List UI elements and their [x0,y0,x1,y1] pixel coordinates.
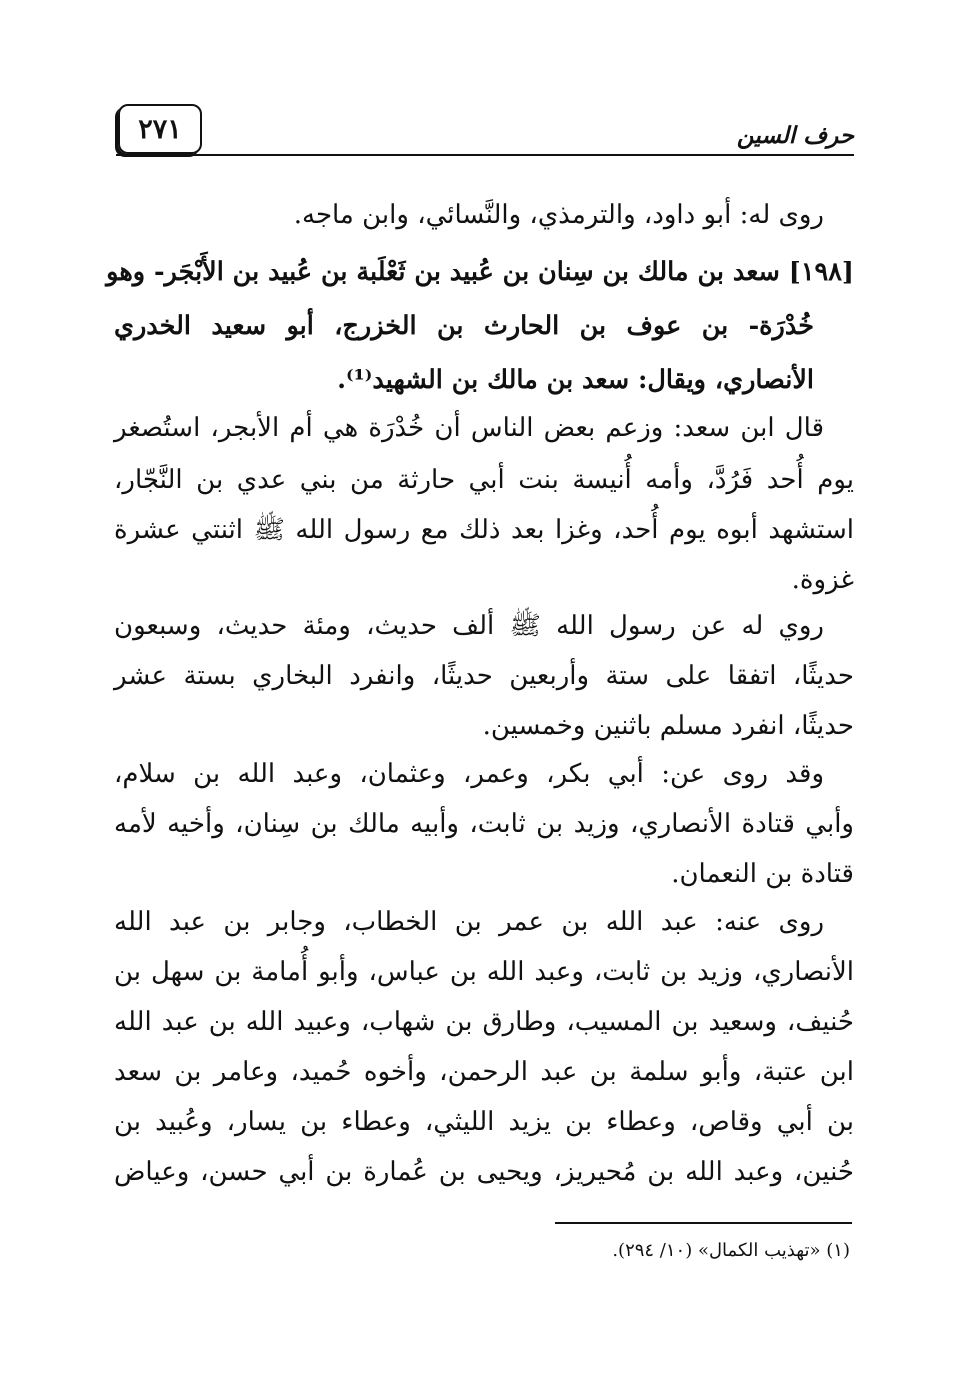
header-rule [116,154,854,156]
text-line: قال ابن سعد: وزعم بعض الناس أن خُدْرَة هي أم الأبجر، استُصغر [114,413,824,443]
text-line: روى عنه: عبد الله بن عمر بن الخطاب، وجابر بن عبد الله [114,907,824,937]
text-line: الأنصاري، وزيد بن ثابت، وعبد الله بن عباس، وأبو أُمامة بن سهل بن [114,957,854,987]
text-line: وأبي قتادة الأنصاري، وزيد بن ثابت، وأبيه مالك بن سِنان، وأخيه لأمه [114,809,854,839]
text-line: حديثًا، اتفقا على ستة وأربعين حديثًا، وانفرد البخاري بستة عشر [114,661,854,691]
text-line: حديثًا، انفرد مسلم باثنين وخمسين. [482,711,854,741]
entry-heading-line: [١٩٨] سعد بن مالك بن سِنان بن عُبيد بن ثَعْلَبة بن عُبيد بن الأَبْجَر- وهو [106,257,854,287]
footnote: (١) «تهذيب الكمال» (١٠/ ٢٩٤). [612,1240,850,1261]
entry-heading-line: الأنصاري، ويقال: سعد بن مالك بن الشهيد⁽¹⁾. [337,365,814,395]
entry-heading-line: خُدْرَة- بن عوف بن الحارث بن الخزرج، أبو سعيد الخدري [114,311,814,341]
text-line: حُنيف، وسعيد بن المسيب، وطارق بن شهاب، وعبيد الله بن عبد الله [114,1007,854,1037]
text-line: غزوة. [791,565,854,595]
text-line: حُنين، وعبد الله بن مُحيريز، ويحيى بن عُمارة بن أبي حسن، وعياض [114,1157,854,1187]
running-header-title: حرف السين [736,122,854,149]
text-line: قتادة بن النعمان. [671,859,854,889]
text-line: ابن عتبة، وأبو سلمة بن عبد الرحمن، وأخوه حُميد، وعامر بن سعد [114,1057,854,1087]
text-line: روى له: أبو داود، والترمذي، والنَّسائي، وابن ماجه. [293,200,824,230]
page-number-box [118,104,202,154]
footnote-rule [555,1222,852,1224]
text-line: بن أبي وقاص، وعطاء بن يزيد الليثي، وعطاء بن يسار، وعُبيد بن [114,1107,854,1137]
text-line: روي له عن رسول الله ﷺ ألف حديث، ومئة حديث، وسبعون [114,611,824,641]
text-line: استشهد أبوه يوم أُحد، وغزا بعد ذلك مع رسول الله ﷺ اثنتي عشرة [114,515,854,545]
text-line: وقد روى عن: أبي بكر، وعمر، وعثمان، وعبد الله بن سلام، [114,759,824,789]
text-line: يوم أُحد فَرُدَّ، وأمه أُنيسة بنت أبي حارثة من بني عدي بن النَّجّار، [114,465,854,495]
page-number: ٢٧١ [138,113,182,145]
